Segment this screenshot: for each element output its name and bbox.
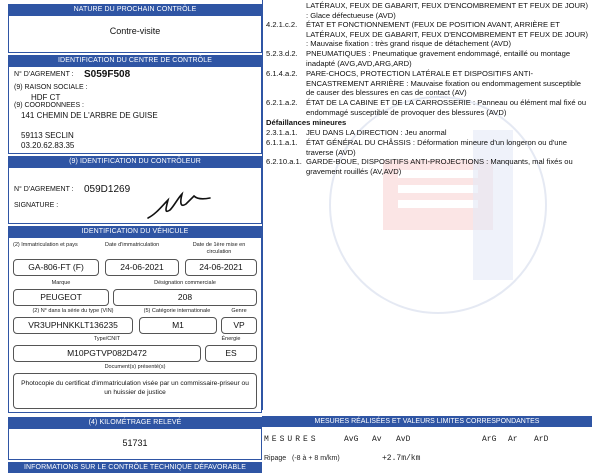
genre-field: VP bbox=[221, 317, 257, 334]
minor-defect-row bbox=[266, 157, 591, 176]
next-control-header: NATURE DU PROCHAIN CONTRÔLE bbox=[8, 4, 262, 15]
measures-title: MESURES bbox=[264, 435, 319, 444]
next-control-box bbox=[8, 15, 262, 53]
defect-text: ÉTAT GÉNÉRAL DU CHÂSSIS : Déformation mineure d'un longeron ou d'une traverse (AVD) bbox=[306, 138, 567, 157]
mileage-box bbox=[8, 428, 262, 460]
defect-text: ÉTAT ET FONCTIONNEMENT (FEUX DE POSITION AVANT, ARRIÈRE ET LATÉRAUX, FEUX DE GABARIT, FEUX D'ENCOMBREMENT ET FEUX DE JOUR) : Mauvaise fixation : très grand risque de détachement (AVD) bbox=[306, 20, 589, 49]
defect-code: 4.2.1.c.2. bbox=[266, 20, 298, 29]
signature-mark bbox=[144, 186, 214, 222]
controller-signature-label: SIGNATURE : bbox=[14, 202, 59, 209]
defects-box bbox=[262, 0, 592, 410]
first-date-label: Date de 1ère mise en circulation bbox=[192, 242, 246, 255]
measures-col-ard: ArD bbox=[534, 435, 549, 444]
defect-text: ÉTAT DE LA CABINE ET DE LA CARROSSERIE : Panneau ou élément mal fixé ou endommagé susceptible de provoquer des blessures (AVD) bbox=[306, 98, 587, 117]
energy-field: ES bbox=[205, 345, 257, 362]
ripage-range: (-8 à + 8 m/km) bbox=[292, 455, 340, 462]
center-social-value: HDF CT bbox=[31, 93, 61, 102]
immat-label: (2) Immatriculation et pays bbox=[13, 242, 78, 248]
center-agreement-label: N° D'AGREMENT : bbox=[14, 71, 74, 78]
commercial-field: 208 bbox=[113, 289, 257, 306]
measures-header: MESURES RÉALISÉES ET VALEURS LIMITES CORRESPONDANTES bbox=[262, 416, 592, 427]
defect-text: PNEUMATIQUES : Pneumatique gravement endommagé, entaillé ou montage inadapté (AVG,AVD,ARG,ARD) bbox=[306, 49, 571, 68]
category-field: M1 bbox=[139, 317, 217, 334]
right-column bbox=[262, 0, 600, 470]
center-social-label: (9) RAISON SOCIALE : bbox=[14, 84, 88, 91]
mileage-value: 51731 bbox=[122, 438, 148, 448]
controller-header: (9) IDENTIFICATION DU CONTRÔLEUR bbox=[8, 156, 262, 167]
genre-label: Genre bbox=[231, 308, 247, 314]
vin-field: VR3UPHNKKLT136235 bbox=[13, 317, 133, 334]
left-column bbox=[8, 0, 262, 470]
defect-code: 6.2.10.a.1. bbox=[266, 157, 302, 166]
type-label: Type/CNIT bbox=[93, 336, 121, 342]
minor-defect-row bbox=[266, 138, 591, 157]
type-field: M10PGTVP082D472 bbox=[13, 345, 201, 362]
commercial-label: Désignation commerciale bbox=[154, 280, 216, 286]
measures-col-av: Av bbox=[372, 435, 382, 444]
controller-box bbox=[8, 167, 262, 224]
center-agreement-value: S059F508 bbox=[84, 69, 131, 80]
measures-col-arg: ArG bbox=[482, 435, 497, 444]
controller-agreement-value: 059D1269 bbox=[84, 184, 131, 195]
measures-col-avd: AvD bbox=[396, 435, 411, 444]
docs-label: Document(s) présenté(s) bbox=[104, 364, 166, 370]
defect-code: 6.2.1.a.2. bbox=[266, 98, 298, 107]
next-control-value: Contre-visite bbox=[109, 26, 161, 36]
measures-col-ar: Ar bbox=[508, 435, 518, 444]
defect-text: PARE-CHOCS, PROTECTION LATÉRALE ET DISPOSITIFS ANTI-ENCASTREMENT ARRIÈRE : Mauvaise fixation ou endommagement susceptible de causer des blessures en cas de contact (AV) bbox=[306, 69, 582, 98]
category-label: (5) Catégorie internationale bbox=[143, 308, 211, 314]
minor-defect-row bbox=[266, 128, 591, 138]
defect-code: 5.2.3.d.2. bbox=[266, 49, 298, 58]
center-box bbox=[8, 66, 262, 154]
defect-text: GARDE-BOUE, DISPOSITIFS ANTI-PROJECTIONS : Manquants, mal fixés ou gravement rouillés (AV,AVD) bbox=[306, 157, 573, 176]
vehicle-box bbox=[8, 237, 262, 413]
ripage-label: Ripage bbox=[264, 455, 287, 462]
vehicle-header: IDENTIFICATION DU VÉHICULE bbox=[8, 226, 262, 237]
energy-label: Énergie bbox=[221, 336, 241, 342]
brand-label: Marque bbox=[51, 280, 71, 286]
mileage-header: (4) KILOMÉTRAGE RELEVÉ bbox=[8, 417, 262, 428]
immat-date-field: 24-06-2021 bbox=[105, 259, 179, 276]
immat-field: GA-806-FT (F) bbox=[13, 259, 99, 276]
defect-row bbox=[266, 20, 591, 49]
defect-row bbox=[266, 49, 591, 68]
defect-row bbox=[266, 98, 591, 117]
docs-field: Photocopie du certificat d'immatriculation visée par un commissaire-priseur ou un huissier de justice bbox=[13, 373, 257, 409]
defect-code: 2.3.1.a.1. bbox=[266, 128, 298, 137]
defect-code: 6.1.1.a.1. bbox=[266, 138, 298, 147]
defect-text: LATÉRAUX, FEUX DE GABARIT, FEUX D'ENCOMBREMENT ET FEUX DE JOUR) : Glace défectueuse (AVD) bbox=[306, 1, 589, 20]
brand-field: PEUGEOT bbox=[13, 289, 109, 306]
ripage-value: +2.7m/km bbox=[382, 454, 421, 463]
center-phone: 03.20.62.83.35 bbox=[21, 141, 75, 150]
center-header: IDENTIFICATION DU CENTRE DE CONTRÔLE bbox=[8, 55, 262, 66]
defect-row bbox=[266, 1, 591, 20]
center-city: 59113 SECLIN bbox=[21, 131, 74, 140]
defect-row bbox=[266, 69, 591, 98]
first-date-field: 24-06-2021 bbox=[185, 259, 257, 276]
measures-col-avg: AvG bbox=[344, 435, 359, 444]
vin-label: (2) N° dans la série du type (VIN) bbox=[32, 308, 114, 314]
minor-title: Défaillances mineures bbox=[266, 118, 347, 127]
footer-header: INFORMATIONS SUR LE CONTRÔLE TECHNIQUE DÉFAVORABLE bbox=[8, 462, 262, 473]
controller-agreement-label: N° D'AGREMENT : bbox=[14, 186, 74, 193]
defect-code: 6.1.4.a.2. bbox=[266, 69, 298, 78]
immat-date-label: Date d'immatriculation bbox=[105, 242, 160, 248]
center-coord-label: (9) COORDONNEES : bbox=[14, 102, 85, 109]
defect-text: JEU DANS LA DIRECTION : Jeu anormal bbox=[306, 128, 447, 137]
center-address: 141 CHEMIN DE L'ARBRE DE GUISE bbox=[21, 111, 158, 120]
